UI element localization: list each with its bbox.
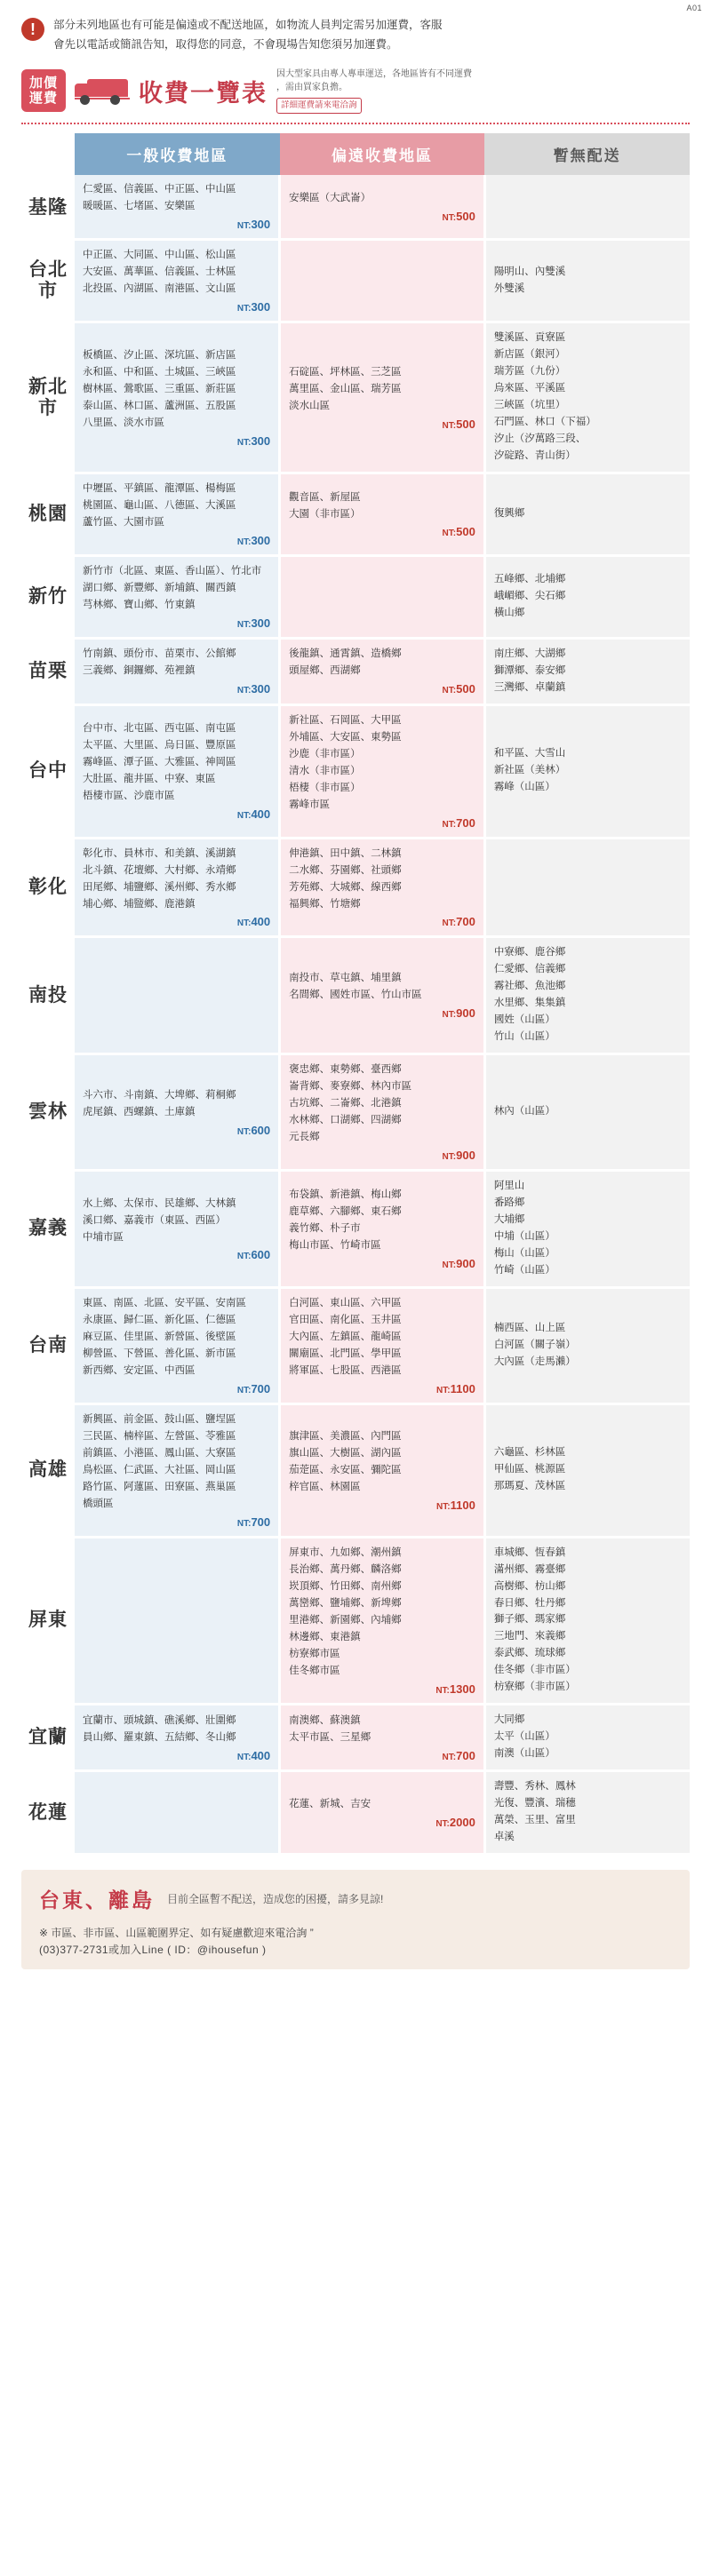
cell-remote <box>280 638 485 704</box>
area-list: 南澳鄉、蘇澳鎮 太平市區、三星鄉 <box>289 1714 371 1743</box>
area-list: 新社區、石岡區、大甲區 外埔區、大安區、東勢區 沙鹿（非市區） 清水（非市區） 梧棲（非市區） 霧峰市區 <box>289 714 402 810</box>
row-region-label: 花蓮 <box>21 1771 75 1855</box>
area-list: 石碇區、坪林區、三芝區 萬里區、金山區、瑞芳區 淡水山區 <box>289 366 402 411</box>
header-remote-area: 偏遠收費地區 <box>280 133 485 175</box>
table-row <box>21 1705 690 1771</box>
area-list: 大同鄉 太平（山區） 南澳（山區） <box>493 1714 555 1760</box>
table-row <box>21 1171 690 1288</box>
area-list: 觀音區、新屋區 大園（非市區） <box>289 491 361 520</box>
notice-line-1: 部分未列地區也有可能是偏遠或不配送地區，如物流人員判定需另加運費，客服 <box>53 19 443 31</box>
area-list: 台中市、北屯區、西屯區、南屯區 太平區、大里區、烏日區、豐原區 霧峰區、潭子區、大雅區、神岡區 大肚區、龍井區、中寮、東區 梧棲市區、沙鹿市區 <box>83 723 236 802</box>
table-row <box>21 638 690 704</box>
area-list: 楠西區、山上區 白河區（關子嶺） 大內區（走馬瀨） <box>493 1322 576 1367</box>
price-value: NT:300 <box>236 682 271 696</box>
area-list: 新竹市（北區、東區、香山區）、竹北市 湖口鄉、新豐鄉、新埔鎮、關西鎮 芎林鄉、寶山鄉、竹東鎮 <box>83 565 262 610</box>
area-list: 五峰鄉、北埔鄉 峨嵋鄉、尖石鄉 橫山鄉 <box>493 573 566 618</box>
cell-no-delivery <box>484 322 690 473</box>
price-value: NT:700 <box>442 1748 475 1762</box>
area-list: 車城鄉、恆春鎮 滿州鄉、霧臺鄉 高樹鄉、枋山鄉 春日鄉、牡丹鄉 獅子鄉、瑪家鄉 三地門、來義鄉 泰武鄉、琉球鄉 佳冬鄉（非市區） 枋寮鄉（非市區） <box>493 1546 576 1693</box>
area-list: 新興區、前金區、鼓山區、鹽埕區 三民區、楠梓區、左營區、苓雅區 前鎮區、小港區、鳳山區、大寮區 鳥松區、仁武區、大社區、岡山區 路竹區、阿蓮區、田寮區、燕巢區 橋頭區 <box>83 1413 236 1509</box>
cell-remote <box>280 838 485 937</box>
table-row <box>21 322 690 473</box>
title-note-line-1: 因大型家具由專人專車運送，各地區皆有不同運費 <box>276 68 473 79</box>
shipping-fee-table <box>21 133 690 1856</box>
area-list: 花蓮、新城、吉安 <box>289 1798 371 1809</box>
area-list: 斗六市、斗南鎮、大埤鄉、莉桐鄉 虎尾鎮、西螺鎮、土庫鎮 <box>83 1089 236 1117</box>
price-value: NT:500 <box>442 525 475 539</box>
area-list: 褒忠鄉、東勢鄉、臺西鄉 崙背鄉、麥寮鄉、林內市區 古坑鄉、二崙鄉、北港鎮 水林鄉、口湖鄉、四湖鄉 元長鄉 <box>289 1064 412 1143</box>
row-region-label: 台北市 <box>21 240 75 322</box>
cell-no-delivery <box>484 240 690 322</box>
area-list: 南庄鄉、大湖鄉 獅潭鄉、泰安鄉 三灣鄉、卓蘭鎮 <box>493 648 566 693</box>
dotted-divider <box>21 123 690 124</box>
table-row <box>21 704 690 838</box>
top-notice <box>0 0 711 62</box>
cell-no-delivery <box>484 175 690 239</box>
row-region-label: 南投 <box>21 937 75 1054</box>
area-list: 旗津區、美濃區、內門區 旗山區、大樹區、湖內區 茄萣區、永安區、彌陀區 梓官區、林園區 <box>289 1430 402 1492</box>
document-code: A01 <box>686 4 702 12</box>
row-region-label: 台中 <box>21 704 75 838</box>
cell-general <box>75 704 280 838</box>
row-region-label: 宜蘭 <box>21 1705 75 1771</box>
surcharge-badge-line-2: 運費 <box>29 91 59 107</box>
footer-subtitle: 目前全區暫不配送，造成您的困擾，請多見諒! <box>167 1893 384 1906</box>
area-list: 彰化市、員林市、和美鎮、溪湖鎮 北斗鎮、花壇鄉、大村鄉、永靖鄉 田尾鄉、埔鹽鄉、溪州鄉、秀水鄉 埔心鄉、埔盬鄉、鹿港鎮 <box>83 847 236 910</box>
row-region-label: 新竹 <box>21 555 75 638</box>
cell-no-delivery <box>484 1287 690 1403</box>
area-list: 中壢區、平鎮區、龍潭區、楊梅區 桃園區、龜山區、八德區、大溪區 蘆竹區、大園市區 <box>83 483 236 528</box>
cell-remote <box>280 555 485 638</box>
cell-remote <box>280 322 485 473</box>
cell-remote <box>280 937 485 1054</box>
price-value: NT:1300 <box>435 1682 475 1696</box>
area-list: 和平區、大雪山 新社區（美林） 霧峰（山區） <box>493 748 566 793</box>
cell-no-delivery <box>484 555 690 638</box>
cell-no-delivery <box>484 838 690 937</box>
cell-general <box>75 1287 280 1403</box>
row-region-label: 高雄 <box>21 1403 75 1537</box>
surcharge-badge-line-1: 加價 <box>29 75 59 91</box>
cell-remote <box>280 240 485 322</box>
table-row <box>21 937 690 1054</box>
area-list: 安樂區（大武崙） <box>289 192 371 203</box>
price-value: NT:600 <box>236 1248 271 1262</box>
cell-no-delivery <box>484 937 690 1054</box>
row-region-label: 彰化 <box>21 838 75 937</box>
cell-remote <box>280 1705 485 1771</box>
price-value: NT:900 <box>442 1149 475 1163</box>
header-no-delivery: 暫無配送 <box>484 133 690 175</box>
footer-note <box>21 1870 690 1969</box>
cell-remote <box>280 1054 485 1171</box>
price-value: NT:400 <box>236 1748 271 1762</box>
table-body <box>21 175 690 1854</box>
cell-general <box>75 638 280 704</box>
cell-no-delivery <box>484 1705 690 1771</box>
table-row <box>21 1054 690 1171</box>
table-row <box>21 473 690 556</box>
cell-general <box>75 322 280 473</box>
contact-for-details-note: 詳細運費請來電洽詢 <box>276 98 362 115</box>
notice-text <box>53 16 443 55</box>
title-note <box>276 68 472 115</box>
cell-no-delivery <box>484 638 690 704</box>
cell-general <box>75 1054 280 1171</box>
row-region-label: 屏東 <box>21 1537 75 1705</box>
price-value: NT:500 <box>442 682 475 696</box>
row-region-label: 雲林 <box>21 1054 75 1171</box>
area-list: 復興鄉 <box>493 508 525 520</box>
area-list: 水上鄉、太保市、民雄鄉、大林鎮 溪口鄉、嘉義市（東區、西區） 中埔市區 <box>83 1197 236 1243</box>
price-value: NT:700 <box>442 915 475 929</box>
area-list: 雙溪區、貢寮區 新店區（銀河） 瑞芳區（九份） 烏來區、平溪區 三峽區（坑里） 石門區、林口（下福） 汐止（汐萬路三段、 汐碇路、青山街） <box>493 332 596 462</box>
truck-icon <box>75 76 130 106</box>
area-list: 東區、南區、北區、安平區、安南區 永康區、歸仁區、新化區、仁德區 麻豆區、佳里區、新營區、後壁區 柳營區、下營區、善化區、新市區 新西鄉、安定區、中西區 <box>83 1297 246 1376</box>
price-value: NT:500 <box>442 209 475 223</box>
price-value: NT:700 <box>442 815 475 830</box>
exclamation-icon: ! <box>21 18 44 41</box>
price-value: NT:300 <box>236 433 271 448</box>
table-row <box>21 1771 690 1855</box>
cell-no-delivery <box>484 1054 690 1171</box>
price-value: NT:900 <box>442 1006 475 1021</box>
cell-remote <box>280 1537 485 1705</box>
price-value: NT:500 <box>442 417 475 431</box>
cell-remote <box>280 175 485 239</box>
area-list: 屏東市、九如鄉、潮州鎮 長治鄉、萬丹鄉、麟洛鄉 崁頂鄉、竹田鄉、南州鄉 萬巒鄉、鹽埔鄉、新埤鄉 里港鄉、新園鄉、內埔鄉 林邊鄉、東港鎮 枋寮鄉市區 佳冬鄉市區 <box>289 1547 402 1676</box>
price-value: NT:2000 <box>435 1815 475 1829</box>
notice-line-2: 會先以電話或簡訊告知，取得您的同意，不會現場告知您須另加運費。 <box>53 37 398 51</box>
cell-general <box>75 1771 280 1855</box>
surcharge-badge <box>21 69 66 113</box>
table-row <box>21 175 690 239</box>
price-value: NT:300 <box>236 300 271 314</box>
price-value: NT:700 <box>236 1515 271 1529</box>
area-list: 白河區、東山區、六甲區 官田區、南化區、玉井區 大內區、左鎮區、龍崎區 關廟區、北門區、學甲區 將軍區、七股區、西港區 <box>289 1297 402 1376</box>
table-row <box>21 240 690 322</box>
table-row <box>21 555 690 638</box>
price-value: NT:1100 <box>436 1381 475 1395</box>
area-list: 後龍鎮、通霄鎮、造橋鄉 頭屋鄉、西湖鄉 <box>289 648 402 677</box>
cell-general <box>75 937 280 1054</box>
cell-general <box>75 473 280 556</box>
cell-no-delivery <box>484 704 690 838</box>
title-note-line-2: ，需由買家負擔。 <box>276 83 348 93</box>
cell-no-delivery <box>484 473 690 556</box>
price-value: NT:600 <box>236 1123 271 1137</box>
price-value: NT:900 <box>442 1256 475 1270</box>
cell-general <box>75 838 280 937</box>
cell-remote <box>280 1771 485 1855</box>
area-list: 仁愛區、信義區、中正區、中山區 暖暖區、七堵區、安樂區 <box>83 184 236 212</box>
area-list: 布袋鎮、新港鎮、梅山鄉 鹿草鄉、六腳鄉、東石鄉 義竹鄉、朴子市 梅山市區、竹崎市區 <box>289 1189 402 1251</box>
price-value: NT:300 <box>236 218 271 232</box>
area-list: 板橋區、汐止區、深坑區、新店區 永和區、中和區、土城區、三峽區 樹林區、鶯歌區、三重區、新莊區 泰山區、林口區、蘆洲區、五股區 八里區、淡水市區 <box>83 349 236 428</box>
cell-remote <box>280 473 485 556</box>
price-value: NT:400 <box>236 915 271 929</box>
cell-no-delivery <box>484 1771 690 1855</box>
cell-remote <box>280 1171 485 1288</box>
header-general-area: 一般收費地區 <box>75 133 280 175</box>
header-spacer <box>21 133 75 175</box>
cell-general <box>75 555 280 638</box>
cell-general <box>75 1537 280 1705</box>
cell-remote <box>280 1403 485 1537</box>
table-row <box>21 1403 690 1537</box>
row-region-label: 嘉義 <box>21 1171 75 1288</box>
row-region-label: 新北市 <box>21 322 75 473</box>
price-value: NT:400 <box>236 807 271 822</box>
row-region-label: 基隆 <box>21 175 75 239</box>
page-title: 收費一覽表 <box>139 79 268 107</box>
footer-contact-line-2: (03)377-2731或加入Line ( ID：@ihousefun ) <box>39 1944 267 1957</box>
row-region-label: 苗栗 <box>21 638 75 704</box>
price-value: NT:300 <box>236 533 271 547</box>
price-value: NT:1100 <box>436 1498 475 1512</box>
cell-general <box>75 1171 280 1288</box>
table-row <box>21 838 690 937</box>
cell-no-delivery <box>484 1403 690 1537</box>
cell-remote <box>280 704 485 838</box>
title-band <box>0 62 711 116</box>
area-list: 中正區、大同區、中山區、松山區 大安區、萬華區、信義區、士林區 北投區、內湖區、南港區、文山區 <box>83 250 236 295</box>
area-list: 阿里山 番路鄉 大埔鄉 中埔（山區） 梅山（山區） 竹崎（山區） <box>493 1181 555 1276</box>
cell-general <box>75 240 280 322</box>
table-row <box>21 1287 690 1403</box>
price-value: NT:700 <box>236 1381 271 1395</box>
area-list: 六龜區、杉林區 甲仙區、桃源區 那瑪夏、茂林區 <box>493 1447 566 1492</box>
cell-general <box>75 1403 280 1537</box>
footer-contact-line-1: ※ 市區、非市區、山區範圍界定、如有疑慮歡迎來電洽詢 ” <box>39 1927 314 1940</box>
table-header-row <box>21 133 690 175</box>
area-list: 陽明山、內雙溪 外雙溪 <box>493 266 566 294</box>
footer-title: 台東、離島 <box>39 1888 155 1912</box>
area-list: 南投市、草屯鎮、埔里鎮 名間鄉、國姓市區、竹山市區 <box>289 973 422 1001</box>
cell-no-delivery <box>484 1171 690 1288</box>
area-list: 伸港鎮、田中鎮、二林鎮 二水鄉、芬園鄉、社頭鄉 芳苑鄉、大城鄉、線西鄉 福興鄉、竹塘鄉 <box>289 847 402 910</box>
row-region-label: 台南 <box>21 1287 75 1403</box>
cell-remote <box>280 1287 485 1403</box>
cell-no-delivery <box>484 1537 690 1705</box>
area-list: 壽豐、秀林、鳳林 光復、豐濱、瑞穗 萬榮、玉里、富里 卓溪 <box>493 1781 576 1843</box>
area-list: 竹南鎮、頭份市、苗栗市、公館鄉 三義鄉、銅鑼鄉、苑裡鎮 <box>83 648 236 677</box>
row-region-label: 桃園 <box>21 473 75 556</box>
area-list: 中寮鄉、鹿谷鄉 仁愛鄉、信義鄉 霧社鄉、魚池鄉 水里鄉、集集鎮 國姓（山區） 竹山（山區） <box>493 947 566 1043</box>
cell-general <box>75 1705 280 1771</box>
cell-general <box>75 175 280 239</box>
area-list: 宜蘭市、頭城鎮、礁溪鄉、壯圍鄉 員山鄉、羅東鎮、五結鄉、冬山鄉 <box>83 1714 236 1743</box>
price-value: NT:300 <box>236 616 271 630</box>
area-list: 林內（山區） <box>493 1106 555 1117</box>
table-row <box>21 1537 690 1705</box>
